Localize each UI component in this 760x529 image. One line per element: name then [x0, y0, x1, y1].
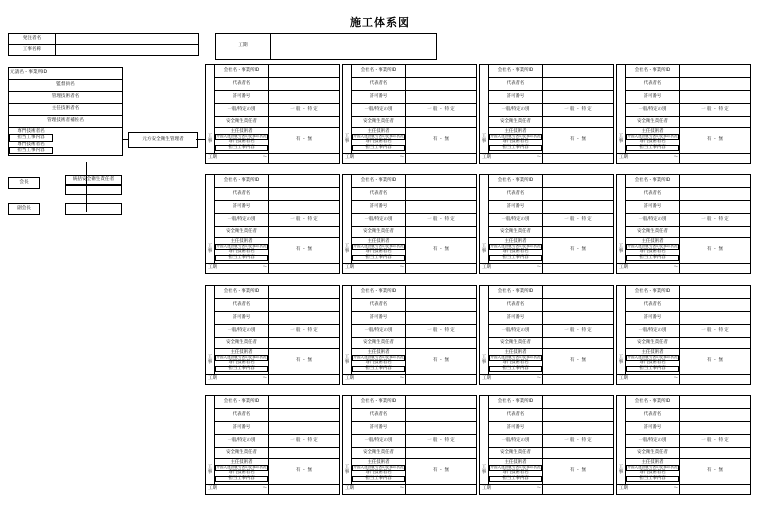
representative-label: 代表者名	[215, 299, 269, 312]
general-specific-value[interactable]: 一 般 ・ 特 定	[269, 325, 340, 338]
representative-label: 代表者名	[626, 78, 680, 91]
safety-officer-label: 安全衛生責任者	[352, 338, 406, 349]
card-period-value[interactable]	[680, 264, 751, 274]
representative-value[interactable]	[406, 409, 477, 422]
subcontractor-card-2-2	[479, 285, 614, 385]
work-side-label: 工事	[206, 459, 215, 485]
foreign-worker-value[interactable]: 有 ・ 無	[680, 349, 751, 375]
safety-officer-label: 安全衛生責任者	[626, 117, 680, 128]
engineer-stack: 主任技術者 外国人建設就労者の従事の状況 専門技術者名 担当工事内容	[353, 349, 404, 371]
work-side-label: 工事	[206, 349, 215, 375]
card-period-value[interactable]	[543, 375, 614, 385]
permit-label: 許可番号	[215, 91, 269, 104]
project-value[interactable]	[56, 45, 199, 56]
safety-officer-value[interactable]	[543, 227, 614, 238]
general-specific-value[interactable]: 一 般 ・ 特 定	[406, 435, 477, 448]
foreign-worker-value[interactable]: 有 ・ 無	[406, 349, 477, 375]
work-side-label: 工事	[343, 459, 352, 485]
general-specific-value[interactable]: 一 般 ・ 特 定	[406, 214, 477, 227]
work-side-label: 工事	[343, 128, 352, 154]
foreign-worker-value[interactable]: 有 ・ 無	[269, 128, 340, 154]
engineer-stack: 主任技術者 外国人建設就労者の従事の状況 専門技術者名 担当工事内容	[627, 128, 678, 150]
permit-value[interactable]	[269, 422, 340, 435]
permit-label: 許可番号	[626, 422, 680, 435]
subcontractor-card-2-0	[205, 285, 340, 385]
permit-value[interactable]	[680, 422, 751, 435]
company-value[interactable]	[406, 65, 477, 78]
subcontractor-card-3-3	[616, 395, 751, 495]
work-side-label: 工事	[480, 349, 489, 375]
safety-officer-value[interactable]	[543, 338, 614, 349]
period-table	[215, 33, 437, 60]
general-specific-label: 一般/特定の別	[626, 435, 680, 448]
engineer-stack: 主任技術者 外国人建設就労者の従事の状況 専門技術者名 担当工事内容	[490, 238, 541, 260]
representative-label: 代表者名	[215, 409, 269, 422]
card-period-label: 工期	[345, 486, 354, 492]
safety-officer-value[interactable]	[269, 338, 340, 349]
safety-officer-value[interactable]	[680, 338, 751, 349]
permit-value[interactable]	[406, 422, 477, 435]
permit-value[interactable]	[680, 91, 751, 104]
company-label: 会社名・事業所ID	[626, 396, 680, 409]
safety-officer-value[interactable]	[406, 117, 477, 128]
representative-value[interactable]	[406, 188, 477, 201]
card-period-label: 工期	[208, 486, 217, 492]
card-period-sep: ～	[399, 265, 405, 271]
representative-value[interactable]	[680, 299, 751, 312]
card-period-sep: ～	[262, 486, 268, 492]
prime-contractor-table	[8, 67, 123, 156]
card-period-sep: ～	[673, 376, 679, 382]
card-period-value[interactable]	[406, 485, 477, 495]
work-side-label: 工事	[617, 459, 626, 485]
engineer-stack: 主任技術者 外国人建設就労者の従事の状況 専門技術者名 担当工事内容	[216, 349, 267, 371]
representative-value[interactable]	[269, 409, 340, 422]
work-side-label: 工事	[480, 459, 489, 485]
work-side-label: 工事	[206, 238, 215, 264]
card-period-label: 工期	[208, 376, 217, 382]
foreign-worker-value[interactable]: 有 ・ 無	[543, 459, 614, 485]
permit-label: 許可番号	[626, 312, 680, 325]
work-side-label: 工事	[617, 128, 626, 154]
safety-officer-label: 安全衛生責任者	[352, 448, 406, 459]
card-period-label: 工期	[619, 486, 628, 492]
permit-label: 許可番号	[352, 201, 406, 214]
general-specific-value[interactable]: 一 般 ・ 特 定	[543, 104, 614, 117]
company-value[interactable]	[543, 396, 614, 409]
general-specific-value[interactable]: 一 般 ・ 特 定	[269, 104, 340, 117]
engineer-stack: 主任技術者 外国人建設就労者の従事の状況 専門技術者名 担当工事内容	[353, 128, 404, 150]
general-specific-value[interactable]: 一 般 ・ 特 定	[406, 104, 477, 117]
permit-label: 許可番号	[352, 91, 406, 104]
foreign-worker-value[interactable]: 有 ・ 無	[269, 238, 340, 264]
general-specific-label: 一般/特定の別	[626, 214, 680, 227]
engineer-stack: 主任技術者 外国人建設就労者の従事の状況 専門技術者名 担当工事内容	[490, 349, 541, 371]
safety-officer-label: 安全衛生責任者	[489, 117, 543, 128]
general-specific-value[interactable]: 一 般 ・ 特 定	[680, 435, 751, 448]
card-period-value[interactable]	[680, 375, 751, 385]
company-label: 会社名・事業所ID	[489, 65, 543, 78]
chair-role-value[interactable]	[65, 185, 122, 195]
general-specific-value[interactable]: 一 般 ・ 特 定	[269, 435, 340, 448]
general-specific-label: 一般/特定の別	[626, 104, 680, 117]
permit-value[interactable]	[406, 312, 477, 325]
engineer-stack: 主任技術者 外国人建設就労者の従事の状況 専門技術者名 担当工事内容	[627, 349, 678, 371]
company-value[interactable]	[543, 286, 614, 299]
general-specific-label: 一般/特定の別	[352, 214, 406, 227]
work-side-label: 工事	[617, 349, 626, 375]
permit-value[interactable]	[406, 201, 477, 214]
company-label: 会社名・事業所ID	[215, 65, 269, 78]
representative-label: 代表者名	[489, 299, 543, 312]
general-specific-value[interactable]: 一 般 ・ 特 定	[680, 325, 751, 338]
safety-officer-label: 安全衛生責任者	[215, 338, 269, 349]
representative-label: 代表者名	[489, 78, 543, 91]
representative-label: 代表者名	[215, 78, 269, 91]
subcontractor-card-1-2	[479, 174, 614, 274]
company-value[interactable]	[406, 175, 477, 188]
foreign-worker-value[interactable]: 有 ・ 無	[680, 128, 751, 154]
general-specific-label: 一般/特定の別	[352, 325, 406, 338]
card-period-label: 工期	[619, 376, 628, 382]
card-period-value[interactable]	[406, 154, 477, 164]
safety-officer-label: 安全衛生責任者	[215, 117, 269, 128]
card-period-sep: ～	[399, 486, 405, 492]
permit-label: 許可番号	[489, 201, 543, 214]
manager-label: 管理技術者名	[9, 92, 123, 104]
company-value[interactable]	[680, 175, 751, 188]
representative-value[interactable]	[269, 188, 340, 201]
permit-value[interactable]	[406, 91, 477, 104]
safety-officer-value[interactable]	[680, 227, 751, 238]
general-specific-label: 一般/特定の別	[489, 104, 543, 117]
permit-value[interactable]	[543, 422, 614, 435]
work-side-label: 工事	[617, 238, 626, 264]
company-value[interactable]	[269, 286, 340, 299]
representative-value[interactable]	[680, 409, 751, 422]
card-period-sep: ～	[536, 265, 542, 271]
foreign-worker-value[interactable]: 有 ・ 無	[269, 349, 340, 375]
representative-value[interactable]	[269, 299, 340, 312]
subcontractor-card-3-1	[342, 395, 477, 495]
safety-manager-box: 元方安全衛生管理者	[128, 132, 198, 148]
safety-officer-label: 安全衛生責任者	[626, 338, 680, 349]
card-period-label: 工期	[345, 155, 354, 161]
representative-value[interactable]	[269, 78, 340, 91]
card-period-label: 工期	[619, 155, 628, 161]
safety-officer-value[interactable]	[406, 448, 477, 459]
card-period-label: 工期	[208, 155, 217, 161]
card-period-value[interactable]	[269, 264, 340, 274]
card-period-sep: ～	[673, 155, 679, 161]
card-period-sep: ～	[536, 486, 542, 492]
company-value[interactable]	[269, 65, 340, 78]
card-period-label: 工期	[619, 265, 628, 271]
vice-chair-value[interactable]	[65, 203, 122, 215]
representative-value[interactable]	[680, 78, 751, 91]
representative-label: 代表者名	[352, 299, 406, 312]
company-label: 会社名・事業所ID	[215, 286, 269, 299]
permit-value[interactable]	[543, 312, 614, 325]
subcontractor-card-3-0	[205, 395, 340, 495]
company-value[interactable]	[680, 65, 751, 78]
card-period-sep: ～	[262, 376, 268, 382]
vice-chair-label: 副会長	[8, 203, 40, 215]
card-period-label: 工期	[482, 265, 491, 271]
card-period-value[interactable]	[269, 154, 340, 164]
representative-label: 代表者名	[489, 409, 543, 422]
foreign-worker-value[interactable]: 有 ・ 無	[269, 459, 340, 485]
general-specific-value[interactable]: 一 般 ・ 特 定	[543, 214, 614, 227]
engineer-stack: 主任技術者 外国人建設就労者の従事の状況 専門技術者名 担当工事内容	[490, 459, 541, 481]
permit-label: 許可番号	[489, 312, 543, 325]
company-label: 会社名・事業所ID	[215, 396, 269, 409]
permit-value[interactable]	[680, 312, 751, 325]
work-side-label: 工事	[480, 128, 489, 154]
safety-officer-label: 安全衛生責任者	[215, 448, 269, 459]
safety-officer-value[interactable]	[680, 448, 751, 459]
subcontractor-card-0-3	[616, 64, 751, 164]
period-label: 工期	[216, 34, 271, 60]
subcontractor-card-1-0	[205, 174, 340, 274]
permit-label: 許可番号	[489, 91, 543, 104]
card-period-value[interactable]	[543, 264, 614, 274]
foreign-worker-value[interactable]: 有 ・ 無	[406, 128, 477, 154]
company-label: 会社名・事業所ID	[489, 286, 543, 299]
engineer-stack: 主任技術者 外国人建設就労者の従事の状況 専門技術者名 担当工事内容	[216, 238, 267, 260]
permit-value[interactable]	[680, 201, 751, 214]
card-period-value[interactable]	[543, 154, 614, 164]
project-label: 工事名称	[9, 45, 56, 56]
permit-label: 許可番号	[352, 422, 406, 435]
representative-value[interactable]	[680, 188, 751, 201]
company-label: 会社名・事業所ID	[352, 65, 406, 78]
card-period-label: 工期	[208, 265, 217, 271]
engineer-stack: 主任技術者 外国人建設就労者の従事の状況 専門技術者名 担当工事内容	[216, 128, 267, 150]
card-period-sep: ～	[262, 155, 268, 161]
foreign-worker-value[interactable]: 有 ・ 無	[680, 238, 751, 264]
card-period-sep: ～	[399, 376, 405, 382]
foreign-worker-value[interactable]: 有 ・ 無	[543, 238, 614, 264]
permit-value[interactable]	[543, 91, 614, 104]
chief-label: 主任技術者名	[9, 104, 123, 116]
company-value[interactable]	[406, 396, 477, 409]
prime-company-label: 元請名・事業所ID	[9, 68, 123, 80]
card-period-value[interactable]	[406, 375, 477, 385]
company-label: 会社名・事業所ID	[626, 65, 680, 78]
representative-value[interactable]	[543, 78, 614, 91]
card-period-sep: ～	[536, 155, 542, 161]
safety-officer-label: 安全衛生責任者	[352, 227, 406, 238]
permit-value[interactable]	[269, 312, 340, 325]
representative-label: 代表者名	[626, 299, 680, 312]
company-label: 会社名・事業所ID	[352, 175, 406, 188]
card-period-sep: ～	[262, 265, 268, 271]
safety-officer-value[interactable]	[680, 117, 751, 128]
company-value[interactable]	[406, 286, 477, 299]
general-specific-value[interactable]: 一 般 ・ 特 定	[543, 435, 614, 448]
card-period-sep: ～	[536, 376, 542, 382]
permit-value[interactable]	[269, 201, 340, 214]
general-specific-label: 一般/特定の別	[352, 104, 406, 117]
company-value[interactable]	[543, 65, 614, 78]
card-period-label: 工期	[482, 486, 491, 492]
company-value[interactable]	[680, 286, 751, 299]
card-period-sep: ～	[673, 265, 679, 271]
general-specific-label: 一般/特定の別	[215, 214, 269, 227]
client-value[interactable]	[56, 34, 199, 45]
safety-officer-value[interactable]	[269, 117, 340, 128]
general-specific-value[interactable]: 一 般 ・ 特 定	[543, 325, 614, 338]
supervisor-label: 監督員名	[9, 80, 123, 92]
company-label: 会社名・事業所ID	[489, 175, 543, 188]
client-label: 発注者名	[9, 34, 56, 45]
company-label: 会社名・事業所ID	[489, 396, 543, 409]
safety-officer-value[interactable]	[269, 227, 340, 238]
company-label: 会社名・事業所ID	[215, 175, 269, 188]
safety-officer-value[interactable]	[269, 448, 340, 459]
safety-officer-value[interactable]	[543, 117, 614, 128]
safety-officer-value[interactable]	[406, 338, 477, 349]
permit-label: 許可番号	[626, 201, 680, 214]
card-period-value[interactable]	[680, 485, 751, 495]
safety-officer-label: 安全衛生責任者	[352, 117, 406, 128]
chair-label: 会長	[8, 177, 40, 189]
card-period-value[interactable]	[406, 264, 477, 274]
general-specific-label: 一般/特定の別	[489, 214, 543, 227]
subcontractor-card-3-2	[479, 395, 614, 495]
card-period-value[interactable]	[269, 375, 340, 385]
specialist-list: 専門技術者名 担当工事内容 専門技術者名 担当工事内容	[9, 129, 53, 155]
safety-officer-value[interactable]	[543, 448, 614, 459]
safety-officer-label: 安全衛生責任者	[489, 227, 543, 238]
company-label: 会社名・事業所ID	[352, 396, 406, 409]
work-side-label: 工事	[480, 238, 489, 264]
safety-officer-value[interactable]	[406, 227, 477, 238]
permit-label: 許可番号	[489, 422, 543, 435]
subcontractor-card-0-1	[342, 64, 477, 164]
representative-label: 代表者名	[489, 188, 543, 201]
company-value[interactable]	[680, 396, 751, 409]
representative-label: 代表者名	[626, 409, 680, 422]
subcontractor-card-2-1	[342, 285, 477, 385]
subcontractor-card-0-0	[205, 64, 340, 164]
general-specific-label: 一般/特定の別	[215, 435, 269, 448]
card-period-sep: ～	[399, 155, 405, 161]
card-period-label: 工期	[482, 155, 491, 161]
representative-value[interactable]	[543, 409, 614, 422]
company-label: 会社名・事業所ID	[626, 286, 680, 299]
general-specific-label: 一般/特定の別	[626, 325, 680, 338]
subcontractor-card-2-3	[616, 285, 751, 385]
manager-assist-label: 管理技術者補佐名	[9, 116, 123, 128]
engineer-stack: 主任技術者 外国人建設就労者の従事の状況 専門技術者名 担当工事内容	[216, 459, 267, 481]
safety-officer-label: 安全衛生責任者	[626, 448, 680, 459]
page-title: 施工体系図	[350, 16, 410, 29]
foreign-worker-value[interactable]: 有 ・ 無	[406, 238, 477, 264]
client-table	[8, 33, 199, 56]
company-label: 会社名・事業所ID	[626, 175, 680, 188]
permit-label: 許可番号	[215, 312, 269, 325]
safety-officer-label: 安全衛生責任者	[489, 448, 543, 459]
permit-value[interactable]	[543, 201, 614, 214]
subcontractor-card-0-2	[479, 64, 614, 164]
company-label: 会社名・事業所ID	[352, 286, 406, 299]
general-specific-label: 一般/特定の別	[489, 435, 543, 448]
representative-label: 代表者名	[352, 188, 406, 201]
card-period-value[interactable]	[680, 154, 751, 164]
representative-label: 代表者名	[626, 188, 680, 201]
work-side-label: 工事	[206, 128, 215, 154]
foreign-worker-value[interactable]: 有 ・ 無	[543, 128, 614, 154]
general-specific-label: 一般/特定の別	[352, 435, 406, 448]
general-specific-label: 一般/特定の別	[215, 104, 269, 117]
card-period-label: 工期	[345, 265, 354, 271]
company-value[interactable]	[543, 175, 614, 188]
card-period-value[interactable]	[543, 485, 614, 495]
representative-value[interactable]	[406, 299, 477, 312]
safety-officer-label: 安全衛生責任者	[489, 338, 543, 349]
representative-label: 代表者名	[215, 188, 269, 201]
chair-role: 統括安全衛生責任者	[65, 175, 122, 185]
representative-label: 代表者名	[352, 409, 406, 422]
card-period-sep: ～	[673, 486, 679, 492]
foreign-worker-value[interactable]: 有 ・ 無	[680, 459, 751, 485]
permit-label: 許可番号	[626, 91, 680, 104]
permit-label: 許可番号	[215, 201, 269, 214]
safety-officer-label: 安全衛生責任者	[215, 227, 269, 238]
general-specific-value[interactable]: 一 般 ・ 特 定	[269, 214, 340, 227]
general-specific-label: 一般/特定の別	[489, 325, 543, 338]
general-specific-value[interactable]: 一 般 ・ 特 定	[680, 104, 751, 117]
engineer-stack: 主任技術者 外国人建設就労者の従事の状況 専門技術者名 担当工事内容	[627, 459, 678, 481]
engineer-stack: 主任技術者 外国人建設就労者の従事の状況 専門技術者名 担当工事内容	[353, 238, 404, 260]
permit-label: 許可番号	[215, 422, 269, 435]
representative-value[interactable]	[543, 299, 614, 312]
general-specific-label: 一般/特定の別	[215, 325, 269, 338]
card-period-value[interactable]	[269, 485, 340, 495]
card-period-label: 工期	[482, 376, 491, 382]
subcontractor-card-1-1	[342, 174, 477, 274]
engineer-stack: 主任技術者 外国人建設就労者の従事の状況 専門技術者名 担当工事内容	[353, 459, 404, 481]
foreign-worker-value[interactable]: 有 ・ 無	[543, 349, 614, 375]
representative-label: 代表者名	[352, 78, 406, 91]
permit-label: 許可番号	[352, 312, 406, 325]
engineer-stack: 主任技術者 外国人建設就労者の従事の状況 専門技術者名 担当工事内容	[490, 128, 541, 150]
card-period-label: 工期	[345, 376, 354, 382]
safety-officer-label: 安全衛生責任者	[626, 227, 680, 238]
subcontractor-card-1-3	[616, 174, 751, 274]
permit-value[interactable]	[269, 91, 340, 104]
general-specific-value[interactable]: 一 般 ・ 特 定	[406, 325, 477, 338]
general-specific-value[interactable]: 一 般 ・ 特 定	[680, 214, 751, 227]
work-side-label: 工事	[343, 238, 352, 264]
work-side-label: 工事	[343, 349, 352, 375]
company-value[interactable]	[269, 175, 340, 188]
representative-value[interactable]	[543, 188, 614, 201]
period-value[interactable]	[271, 34, 437, 60]
engineer-stack: 主任技術者 外国人建設就労者の従事の状況 専門技術者名 担当工事内容	[627, 238, 678, 260]
company-value[interactable]	[269, 396, 340, 409]
foreign-worker-value[interactable]: 有 ・ 無	[406, 459, 477, 485]
representative-value[interactable]	[406, 78, 477, 91]
